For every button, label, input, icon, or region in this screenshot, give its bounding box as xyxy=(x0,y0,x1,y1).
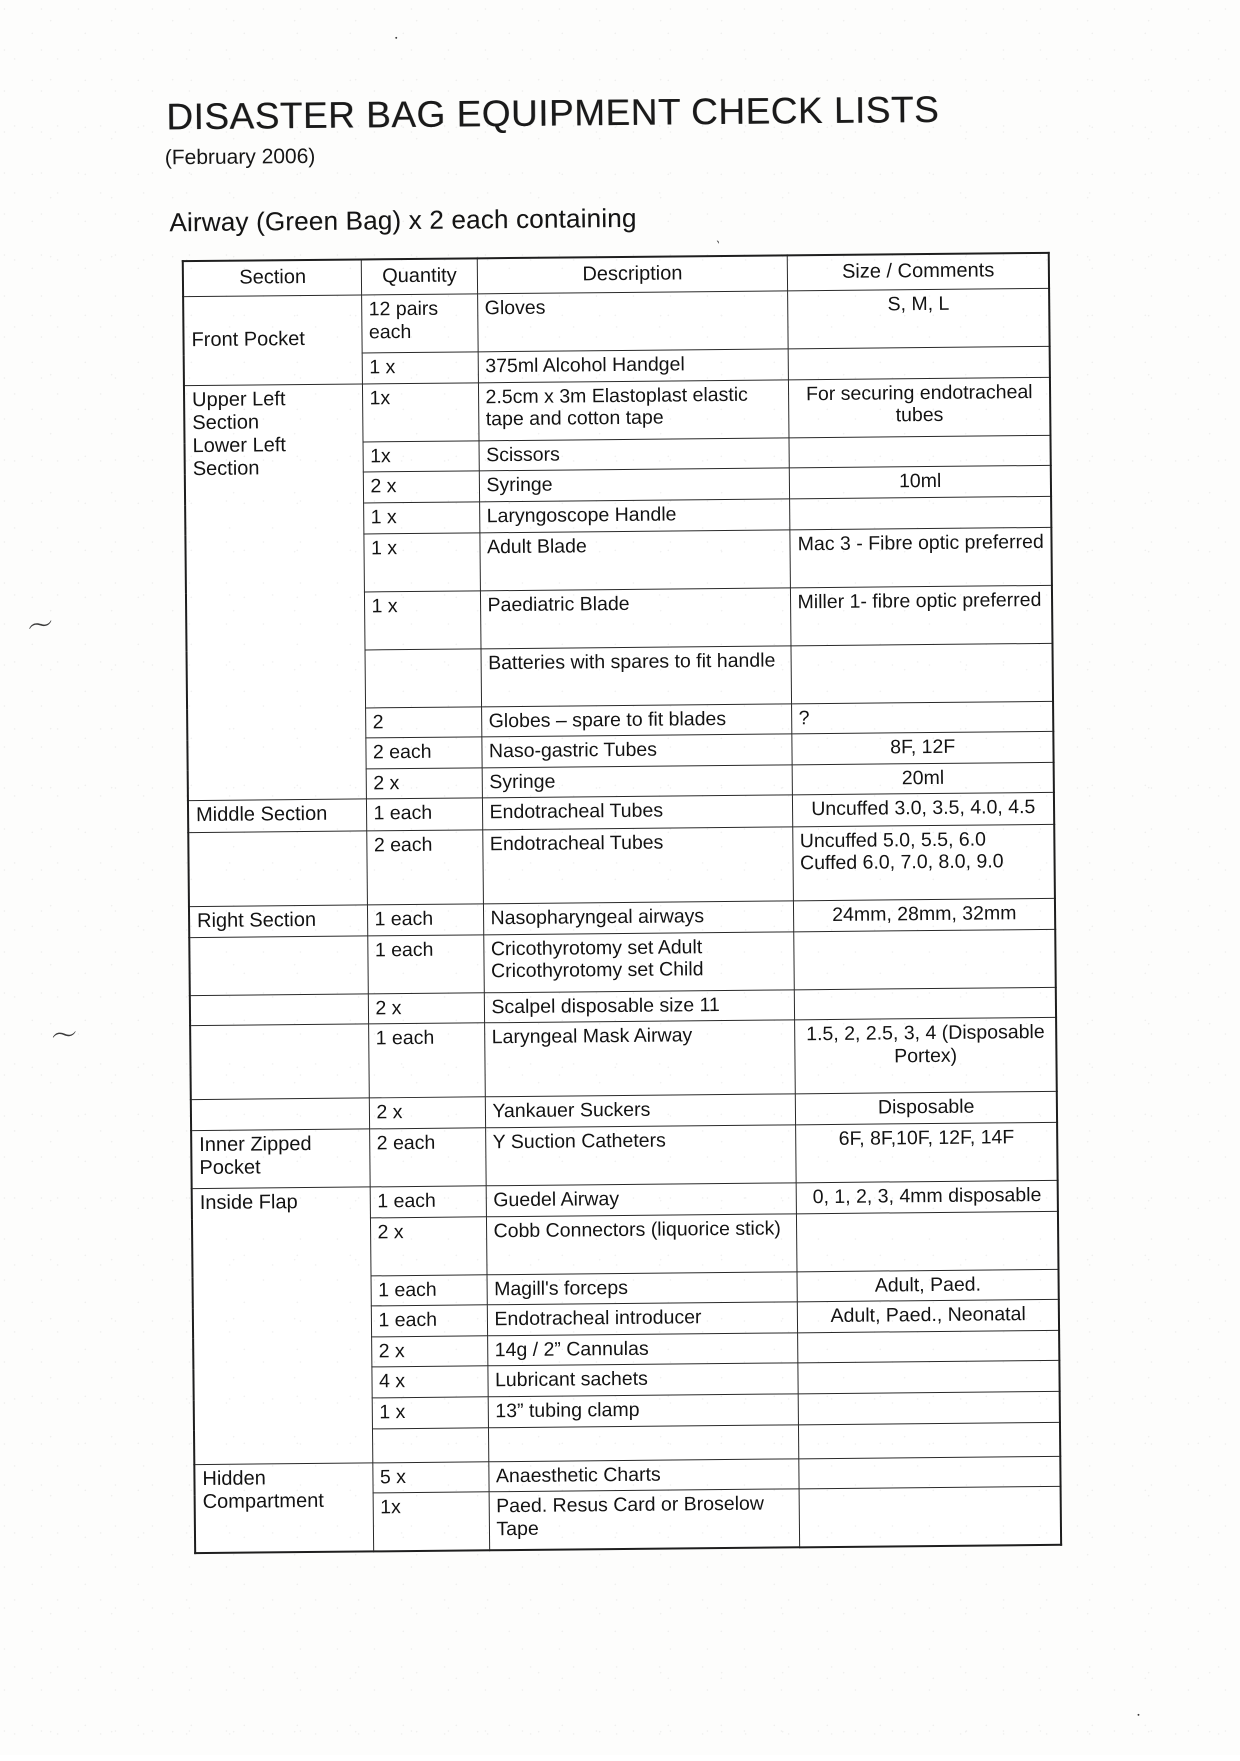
table-row xyxy=(191,1122,1058,1188)
row-quantity: 2 x xyxy=(370,1216,487,1275)
row-description: Naso-gastric Tubes xyxy=(481,734,791,768)
row-size: 8F, 12F xyxy=(791,732,1053,765)
row-size: For securing endotracheal tubes xyxy=(788,377,1051,438)
row-section: Right Section xyxy=(189,905,367,938)
row-size xyxy=(797,1330,1059,1363)
scan-artifact-speck: · xyxy=(393,30,400,48)
row-size xyxy=(798,1391,1060,1424)
row-description: Magill's forceps xyxy=(487,1271,797,1305)
row-quantity: 2 x xyxy=(371,1336,487,1368)
row-quantity: 2 x xyxy=(369,1097,485,1129)
row-size: 10ml xyxy=(789,466,1051,499)
row-section xyxy=(191,1098,369,1130)
row-size: 6F, 8F,10F, 12F, 14F xyxy=(795,1122,1058,1183)
row-description: Guedel Airway xyxy=(486,1183,796,1217)
row-quantity: 2 each xyxy=(366,829,483,904)
row-quantity: 1x xyxy=(362,383,479,442)
row-description: Paed. Resus Card or Broselow Tape xyxy=(489,1489,800,1550)
column-header-quantity: Quantity xyxy=(361,258,477,295)
scan-artifact-speck: · xyxy=(1135,1707,1142,1725)
row-size: Uncuffed 5.0, 5.5, 6.0 Cuffed 6.0, 7.0, 8.0, 9.0 xyxy=(792,824,1055,901)
row-description: Syringe xyxy=(479,468,789,502)
row-size: Mac 3 - Fibre optic preferred xyxy=(789,527,1052,588)
row-quantity: 2 x xyxy=(368,993,484,1025)
row-description: 2.5cm x 3m Elastoplast elastic tape and cotton tape xyxy=(478,380,789,441)
row-quantity: 1 x xyxy=(364,590,481,649)
row-description: Laryngeal Mask Airway xyxy=(484,1020,795,1097)
row-description: Yankauer Suckers xyxy=(485,1094,795,1128)
row-size xyxy=(799,1487,1062,1548)
row-size: Adult, Paed., Neonatal xyxy=(797,1300,1059,1333)
bag-section-heading: Airway (Green Bag) x 2 each containing xyxy=(169,202,637,238)
row-section: Middle Section xyxy=(188,799,366,832)
row-section xyxy=(190,994,368,1026)
table-row xyxy=(183,289,1050,355)
scan-artifact-mark: 〜 xyxy=(24,608,57,644)
row-size xyxy=(798,1422,1060,1459)
scan-artifact-speck: ` xyxy=(711,238,722,256)
row-size xyxy=(798,1456,1060,1489)
column-header-section: Section xyxy=(183,259,361,296)
row-section xyxy=(184,384,366,801)
row-size xyxy=(790,643,1053,704)
table-row xyxy=(189,929,1056,995)
row-description: Cricothyrotomy set Adult Cricothyrotomy set Child xyxy=(483,932,794,993)
row-quantity: 1 each xyxy=(366,798,482,830)
row-quantity xyxy=(372,1428,488,1463)
row-size: 0, 1, 2, 3, 4mm disposable xyxy=(796,1180,1058,1213)
row-description: Endotracheal Tubes xyxy=(482,826,793,903)
row-size: 1.5, 2, 2.5, 3, 4 (Disposable Portex) xyxy=(794,1018,1057,1095)
row-description: Nasopharyngeal airways xyxy=(483,900,793,934)
row-description: Y Suction Catheters xyxy=(485,1125,796,1186)
row-section-hidden: Hidden Compartment xyxy=(202,1467,324,1513)
table-row xyxy=(184,377,1051,443)
row-quantity: 1x xyxy=(373,1492,490,1552)
row-section xyxy=(194,1463,373,1554)
table-row xyxy=(188,824,1055,906)
row-quantity: 1x xyxy=(363,441,479,473)
row-size: Miller 1- fibre optic preferred xyxy=(790,585,1053,646)
row-description: Scalpel disposable size 11 xyxy=(484,990,794,1024)
row-quantity: 1 x xyxy=(362,352,478,384)
row-description: Gloves xyxy=(477,291,788,352)
row-size: Disposable xyxy=(795,1092,1057,1125)
row-quantity: 2 x xyxy=(363,471,479,503)
column-header-description: Description xyxy=(477,255,787,294)
row-size xyxy=(793,929,1056,990)
row-size: 20ml xyxy=(792,762,1054,795)
row-description: Cobb Connectors (liquorice stick) xyxy=(486,1213,797,1274)
row-quantity: 2 each xyxy=(365,737,481,769)
row-description: Batteries with spares to fit handle xyxy=(480,645,791,706)
row-size: S, M, L xyxy=(787,289,1050,350)
row-description: Endotracheal Tubes xyxy=(482,795,792,829)
row-description: Scissors xyxy=(479,438,789,472)
row-description: Paediatric Blade xyxy=(480,587,791,648)
row-size xyxy=(788,347,1050,380)
row-description: Syringe xyxy=(482,765,792,799)
row-size xyxy=(796,1211,1059,1272)
row-size xyxy=(797,1361,1059,1394)
globes-stray-mark: ? xyxy=(798,706,810,729)
row-section xyxy=(190,1024,369,1100)
row-description: Anaesthetic Charts xyxy=(488,1459,798,1493)
row-quantity: 1 each xyxy=(371,1274,487,1306)
scan-artifact-mark: 〜 xyxy=(49,1019,80,1053)
row-size xyxy=(794,987,1056,1020)
row-quantity: 1 each xyxy=(371,1305,487,1337)
row-description: Lubricant sachets xyxy=(487,1363,797,1397)
page-title: DISASTER BAG EQUIPMENT CHECK LISTS xyxy=(166,88,940,138)
row-size: Adult, Paed. xyxy=(796,1269,1058,1302)
row-description: Globes – spare to fit blades xyxy=(481,703,791,737)
row-quantity: 2 each xyxy=(369,1128,486,1187)
row-quantity: 2 xyxy=(365,706,481,738)
row-section: Inner Zipped Pocket xyxy=(191,1129,370,1189)
row-quantity: 2 x xyxy=(366,768,482,800)
row-quantity: 5 x xyxy=(372,1462,488,1494)
row-section-upper-left: Upper Left Section xyxy=(191,387,286,435)
row-description: Laryngoscope Handle xyxy=(479,499,789,533)
row-section-lower-left: Lower Left Section xyxy=(192,434,287,481)
equipment-checklist-table xyxy=(182,252,1062,1555)
row-description: 14g / 2” Cannulas xyxy=(487,1333,797,1367)
row-description: 13” tubing clamp xyxy=(488,1394,798,1428)
row-quantity: 1 x xyxy=(372,1397,488,1429)
row-quantity: 1 each xyxy=(367,935,484,994)
row-quantity: 4 x xyxy=(371,1366,487,1398)
row-size: Uncuffed 3.0, 3.5, 4.0, 4.5 xyxy=(792,793,1054,827)
row-description: 375ml Alcohol Handgel xyxy=(478,349,788,383)
row-quantity: 1 each xyxy=(367,903,483,935)
row-section: Inside Flap xyxy=(192,1187,373,1464)
row-quantity: 1 each xyxy=(368,1023,485,1098)
row-quantity xyxy=(365,648,482,707)
row-section: Front Pocket xyxy=(183,295,362,385)
row-quantity: 12 pairs each xyxy=(361,294,478,353)
document-date: (February 2006) xyxy=(164,144,316,170)
row-description xyxy=(488,1425,798,1462)
row-description: Endotracheal introducer xyxy=(487,1302,797,1336)
row-size xyxy=(791,701,1053,734)
row-quantity: 1 x xyxy=(363,502,479,534)
row-size xyxy=(789,496,1051,529)
row-quantity: 1 each xyxy=(370,1186,486,1218)
row-quantity: 1 x xyxy=(363,532,480,591)
row-description: Adult Blade xyxy=(479,529,790,590)
table-row xyxy=(190,1018,1057,1100)
row-section xyxy=(188,831,367,907)
column-header-size: Size / Comments xyxy=(787,253,1049,291)
row-section xyxy=(189,936,368,996)
row-size xyxy=(788,435,1050,468)
row-size: 24mm, 28mm, 32mm xyxy=(793,898,1055,932)
